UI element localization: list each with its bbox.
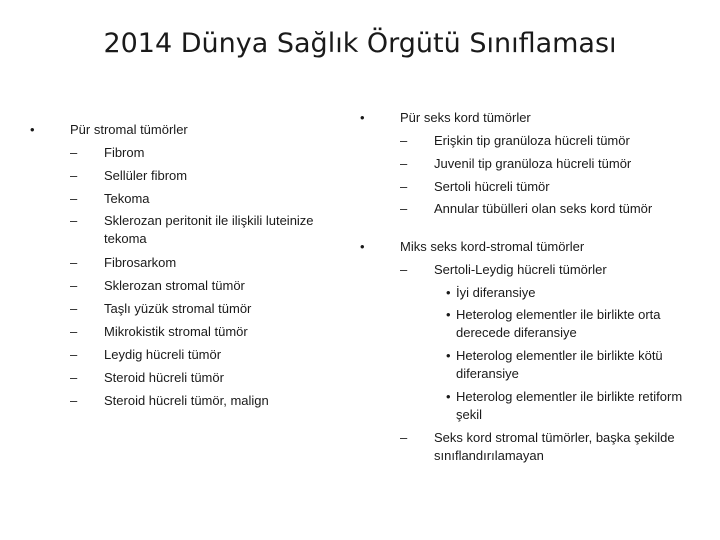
dash-icon: – [400,201,408,216]
list-item [30,164,350,187]
list-item [360,152,700,175]
dash-icon: – [70,324,78,339]
list-item [360,386,700,427]
list-item [30,118,350,141]
item-text: Sklerozan peritonit ile ilişkili luteinize tekoma [104,213,314,246]
section-heading: Pür stromal tümörler [70,122,188,137]
dash-icon: – [70,168,78,183]
item-text: Erişkin tip granüloza hücreli tümör [434,133,630,148]
item-text: Juvenil tip granüloza hücreli tümör [434,156,632,171]
section-gap [360,221,700,235]
item-text: Tekoma [104,191,150,206]
dash-icon: – [400,133,408,148]
item-text: Sertoli-Leydig hücreli tümörler [434,262,607,277]
dash-icon: – [70,213,78,228]
bullet-icon: • [446,307,451,322]
list-item [30,389,350,412]
bullet-icon: • [360,239,365,254]
list-item [360,304,700,345]
item-text: Heterolog elementler ile birlikte orta derecede diferansiye [456,307,661,340]
slide-title: 2014 Dünya Sağlık Örgütü Sınıflaması [103,28,617,59]
list-item [360,258,700,281]
item-text: Heterolog elementler ile birlikte retiform şekil [456,389,683,422]
dash-icon: – [400,262,408,277]
item-text: Steroid hücreli tümör [104,370,224,385]
item-text: Sellüler fibrom [104,168,188,183]
list-item [360,129,700,152]
list-item [360,345,700,386]
dash-icon: – [70,301,78,316]
list-item [360,235,700,258]
list-item [30,141,350,164]
list-item [360,198,700,221]
dash-icon: – [70,370,78,385]
item-text: Seks kord stromal tümörler, başka şekilde sınıflandırılamayan [434,430,675,463]
dash-icon: – [400,156,408,171]
list-item [360,281,700,304]
dash-icon: – [70,191,78,206]
list-item [30,210,350,251]
bullet-icon: • [446,285,451,300]
item-text: Steroid hücreli tümör, malign [104,393,269,408]
list-item [30,343,350,366]
item-text: Mikrokistik stromal tümör [104,324,248,339]
dash-icon: – [70,278,78,293]
dash-icon: – [70,145,78,160]
item-text: Leydig hücreli tümör [104,347,222,362]
item-text: Sklerozan stromal tümör [104,278,245,293]
item-text: Annular tübülleri olan seks kord tümör [434,201,653,216]
list-item [30,320,350,343]
dash-icon: – [70,347,78,362]
dash-icon: – [400,430,408,445]
right-column [360,106,700,468]
bullet-icon: • [30,122,35,137]
bullet-icon: • [360,110,365,125]
dash-icon: – [70,255,78,270]
list-item [360,106,700,129]
list-item [360,175,700,198]
list-item [30,297,350,320]
item-text: Fibrom [104,145,145,160]
list-item [30,251,350,274]
item-text: Sertoli hücreli tümör [434,179,550,194]
bullet-icon: • [446,348,451,363]
list-item [30,187,350,210]
list-item [30,366,350,389]
item-text: Heterolog elementler ile birlikte kötü diferansiye [456,348,663,381]
list-item [360,427,700,468]
dash-icon: – [70,393,78,408]
section-heading: Pür seks kord tümörler [400,110,531,125]
dash-icon: – [400,179,408,194]
list-item [30,274,350,297]
item-text: Taşlı yüzük stromal tümör [104,301,252,316]
bullet-icon: • [446,389,451,404]
item-text: İyi diferansiye [456,285,536,300]
left-column [30,118,350,412]
item-text: Fibrosarkom [104,255,177,270]
section-heading: Miks seks kord-stromal tümörler [400,239,585,254]
